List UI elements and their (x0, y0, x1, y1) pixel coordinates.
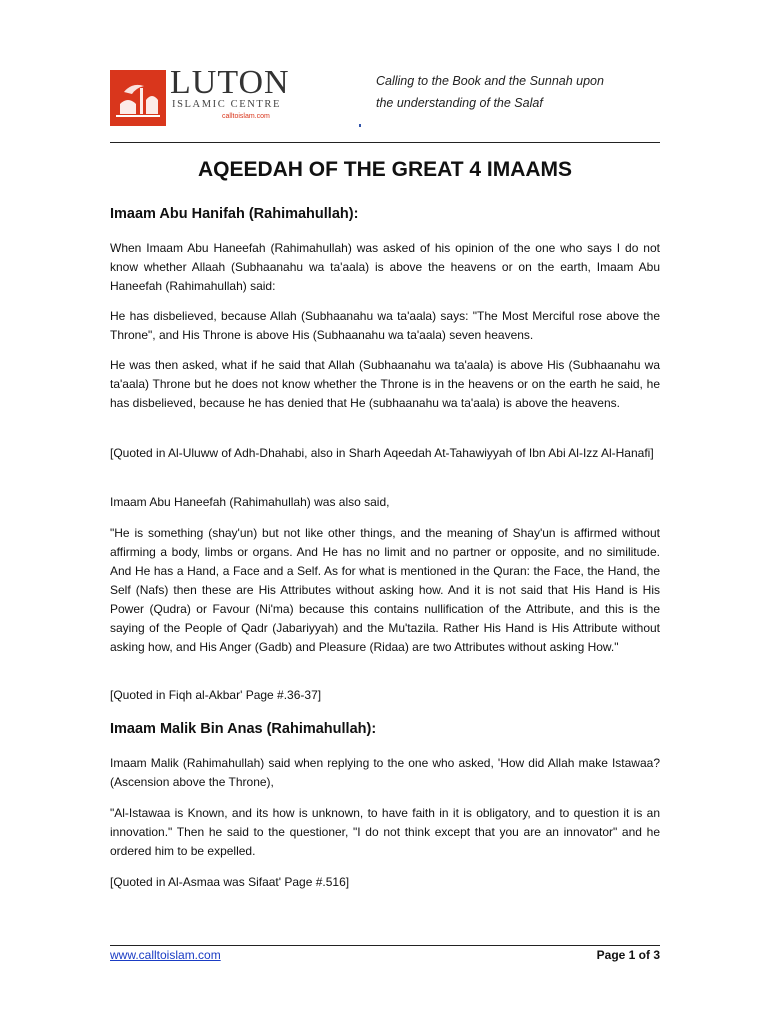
tagline (376, 70, 676, 114)
paragraph: He was then asked, what if he said that Allah (Subhaanahu wa ta'aala) is above His (Subhaanahu wa ta'aala) Throne but he does not know whether the Throne is in the heavens or on the earth he said, he has disbelieved, because he has denied that He (subhaanahu wa ta'aala) is above the heavens. (110, 358, 660, 410)
document-title: AQEEDAH OF THE GREAT 4 IMAAMS (197, 158, 573, 181)
paragraph: He has disbelieved, because Allah (Subhaanahu wa ta'aala) says: "The Most Merciful rose above the Throne", and His Throne is above His (Subhaanahu wa ta'aala) seven heavens. (110, 309, 660, 342)
blue-dot-mark (359, 124, 361, 127)
logo-subtitle: ISLAMIC CENTRE (172, 99, 282, 110)
section-heading-abu-hanifah: Imaam Abu Hanifah (Rahimahullah): (110, 206, 359, 222)
tagline-line-1: Calling to the Book and the Sunnah upon (376, 74, 604, 88)
citation: [Quoted in Al-Asmaa was Sifaat' Page #.516] (110, 875, 350, 889)
header-divider (110, 142, 660, 143)
logo-name: LUTON (170, 64, 290, 101)
quote-paragraph: "Al-Istawaa is Known, and its how is unknown, to have faith in it is obligatory, and to question it is an innovation." Then he said to the questioner, "I do not think except that you are an innovator" and he ordered him to be expelled. (110, 806, 660, 858)
mosque-logo-icon (110, 70, 166, 126)
quote-paragraph: "He is something (shay'un) but not like other things, and the meaning of Shay'un is affirmed without affirming a body, limbs or organs. And He has no limit and no partner or opposite, and no similitude. And He has a Hand, a Face and a Self. As for what is mentioned in the Quran: the Face, the Hand, the Self (Nafs) then these are His Attributes without asking how. And it is not said that His Hand is His Power (Qudra) or Favour (Ni'ma) because this contains nullification of the Attribute, and this is the saying of the People of Qadr (Jabariyyah) and the Mu'tazila. Rather His Hand is His Attribute without asking how, and His Anger (Gadb) and Pleasure (Ridaa) are two Attributes without asking How." (110, 526, 660, 654)
logo-url: calltoislam.com (222, 113, 270, 120)
paragraph: Imaam Abu Haneefah (Rahimahullah) was also said, (110, 495, 390, 509)
citation: [Quoted in Al-Uluww of Adh-Dhahabi, also in Sharh Aqeedah At-Tahawiyyah of Ibn Abi Al-Izz Al-Hanafi] (110, 446, 654, 460)
footer-divider (110, 945, 660, 946)
paragraph: Imaam Malik (Rahimahullah) said when replying to the one who asked, 'How did Allah make Istawaa? (Ascension above the Throne), (110, 756, 660, 789)
tagline-line-2: the understanding of the Salaf (376, 96, 543, 110)
footer-website-link[interactable]: www.calltoislam.com (110, 948, 221, 962)
citation: [Quoted in Fiqh al-Akbar' Page #.36-37] (110, 688, 322, 702)
luton-logo (110, 64, 290, 126)
page-number: Page 1 of 3 (596, 948, 660, 962)
paragraph: When Imaam Abu Haneefah (Rahimahullah) was asked of his opinion of the one who says I do not know whether Allaah (Subhaanahu wa ta'aala) is above the heavens or on the earth, Imaam Abu Haneefah (Rahimahullah) said: (110, 241, 660, 293)
section-heading-malik: Imaam Malik Bin Anas (Rahimahullah): (110, 721, 377, 737)
